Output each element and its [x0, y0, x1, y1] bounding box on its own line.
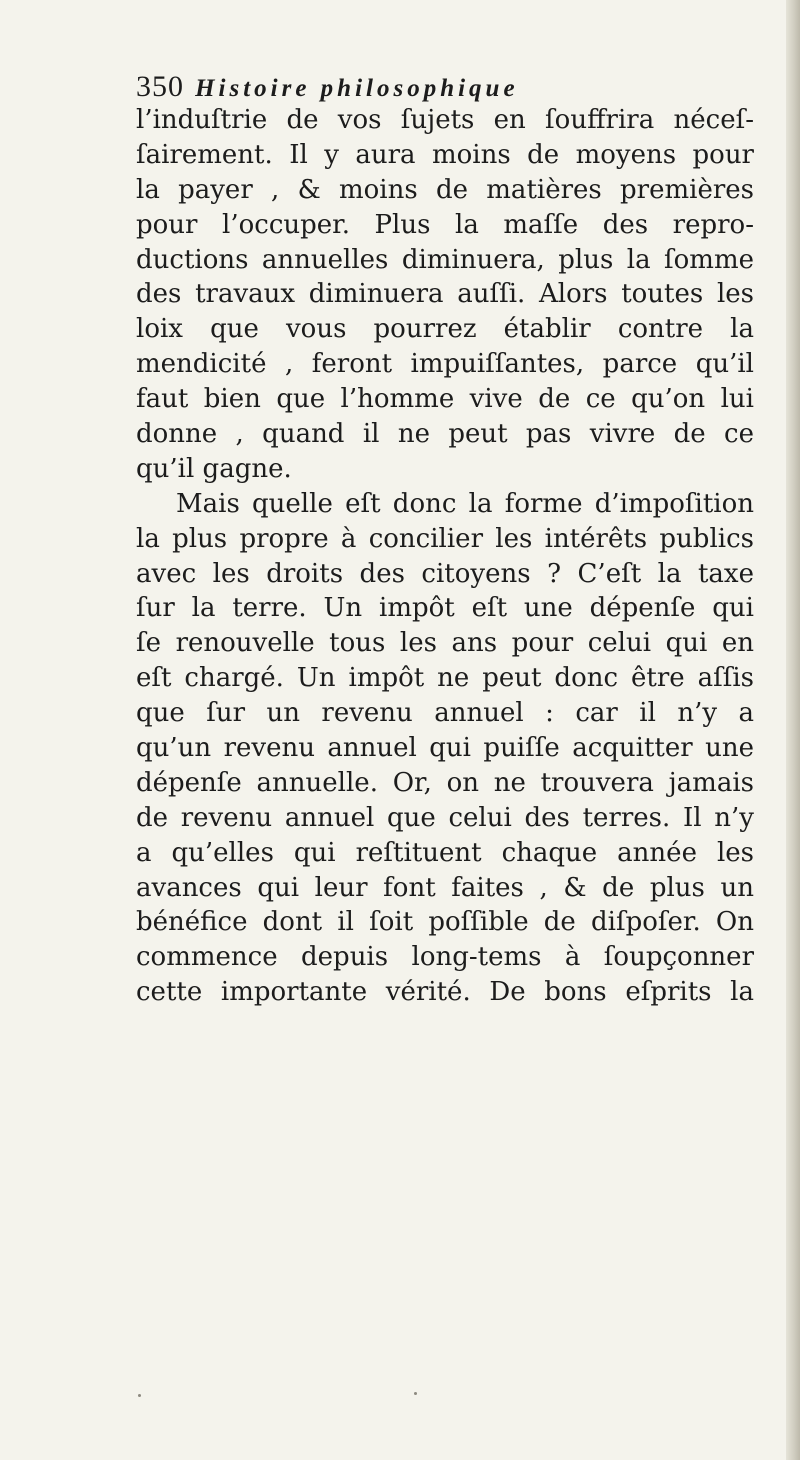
- page-header: [136, 70, 519, 104]
- text-line-11: qu’il gagne.: [136, 453, 292, 484]
- text-line-15: ſur la terre. Un impôt eſt une dépenſe qui: [136, 593, 754, 624]
- text-line-26: cette importante vérité. De bons eſprits la: [136, 977, 754, 1008]
- text-line-8: mendicité , feront impuiſſantes, parce qu’il: [136, 349, 754, 380]
- text-line-6: des travaux diminuera auſſi. Alors toutes les: [136, 279, 754, 310]
- text-line-24: bénéfice dont il ſoit poſſible de diſpoſer. On: [136, 907, 754, 938]
- text-line-13: la plus propre à concilier les intérêts publics: [136, 523, 754, 554]
- text-line-2: ſairement. Il y aura moins de moyens pour: [136, 139, 754, 170]
- text-line-16: ſe renouvelle tous les ans pour celui qui en: [136, 628, 754, 659]
- text-line-18: que ſur un revenu annuel : car il n’y a: [136, 698, 754, 729]
- text-line-19: qu’un revenu annuel qui puiſſe acquitter une: [136, 733, 754, 764]
- text-line-5: ductions annuelles diminuera, plus la ſomme: [136, 244, 754, 275]
- page-number: 350: [136, 70, 184, 103]
- running-title: Histoire philosophique: [195, 75, 519, 102]
- text-line-3: la payer , & moins de matières premières: [136, 174, 754, 205]
- paper-speck: [138, 1394, 141, 1397]
- text-line-9: faut bien que l’homme vive de ce qu’on lui: [136, 384, 754, 415]
- text-line-4: pour l’occuper. Plus la maſſe des repro-: [136, 209, 754, 240]
- text-line-23: avances qui leur font faites , & de plus un: [136, 872, 754, 903]
- body-text: [136, 103, 754, 1010]
- text-line-25: commence depuis long-tems à ſoupçonner: [136, 942, 754, 973]
- paper-speck: [414, 1392, 417, 1395]
- text-line-17: eſt chargé. Un impôt ne peut donc être aſſis: [136, 663, 754, 694]
- text-line-20: dépenſe annuelle. Or, on ne trouvera jamais: [136, 767, 754, 798]
- text-line-14: avec les droits des citoyens ? C’eſt la taxe: [136, 558, 754, 589]
- page-edge-shadow: [786, 0, 800, 1460]
- paper-specks: [136, 1390, 436, 1410]
- text-line-22: a qu’elles qui reſtituent chaque année les: [136, 837, 754, 868]
- text-line-10: donne , quand il ne peut pas vivre de ce: [136, 419, 754, 450]
- text-line-12: Mais quelle eſt donc la forme d’impoſition: [176, 488, 754, 519]
- text-line-7: loix que vous pourrez établir contre la: [136, 314, 754, 345]
- text-line-1: l’induſtrie de vos ſujets en ſouffrira néceſ-: [136, 105, 754, 135]
- text-line-21: de revenu annuel que celui des terres. Il n’y: [136, 802, 754, 833]
